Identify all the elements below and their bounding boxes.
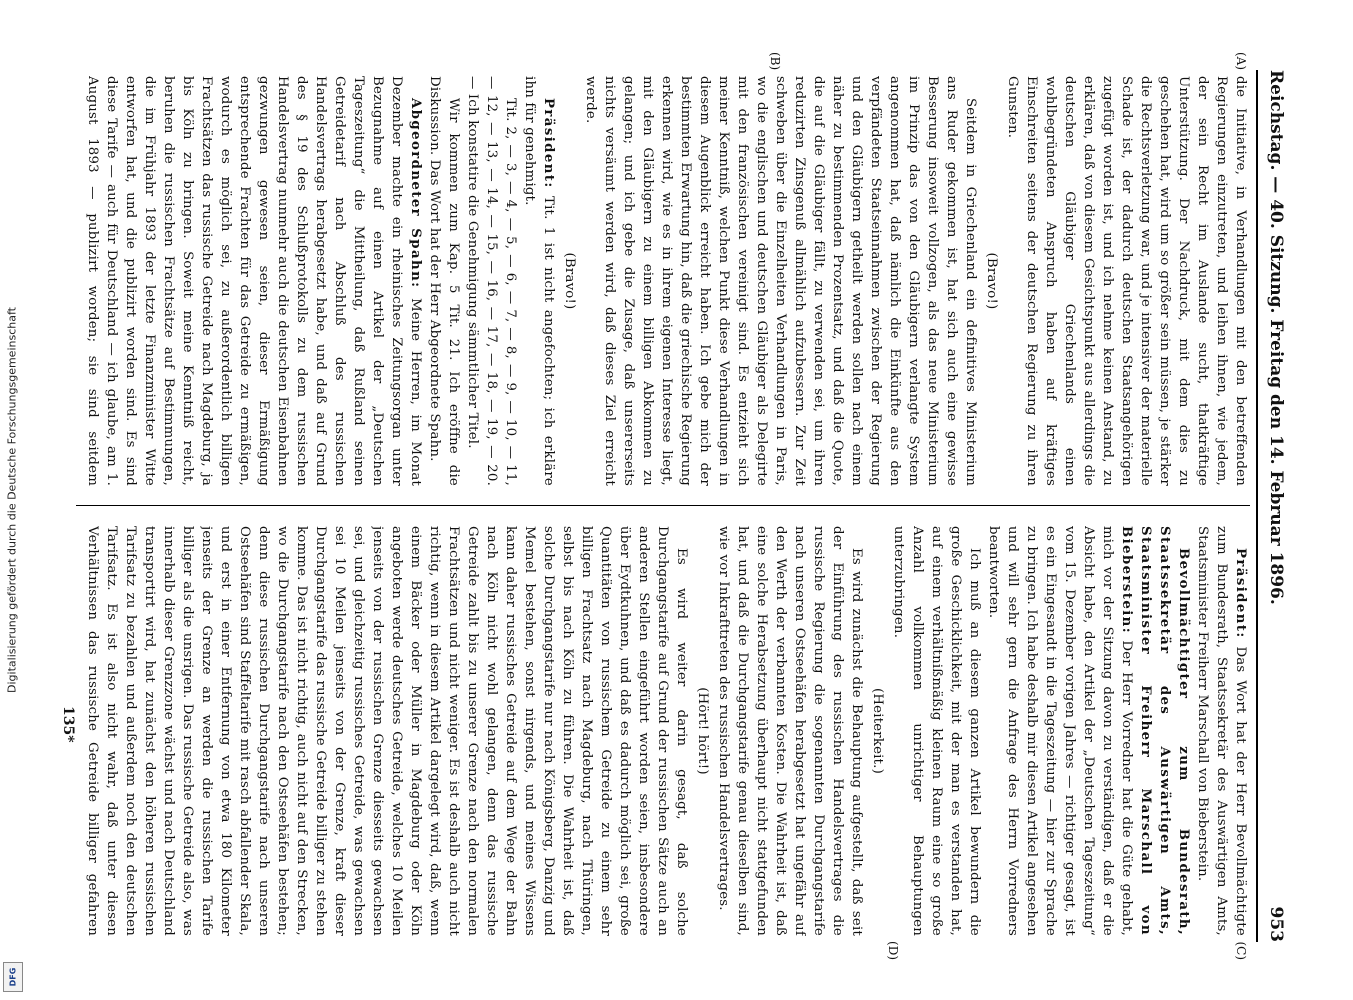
speaker-name: Bevollmächtigter zum Bundesrath, Staatssekretär des Auswärtigen Amts, Staatsminister Freiherr Marschall von Bieberstein: xyxy=(1119,526,1191,936)
digitisation-note: Digitalisierung gefördert durch die Deutsche Forschungsgemeinschaft xyxy=(5,307,19,693)
hear-note: (Hört! hört!) xyxy=(695,687,710,775)
speech-text: Meine Herren, im Monat Dezember machte ein rheinisches Zeitungsorgan unter Bezugnahme auf einen Artikel der „Deutschen Tageszeitung“ die Mittheilung, daß Rußland seinen Getreidetarif nach Abschluß des russischen Handelsvertrags herabgesetzt habe, und daß auf Grund des § 19 des Schlußprotokolls zu dem russischen Handelsvertrag nunmehr auch die deutschen Eisenbahnen gezwungen gewesen seien, dieser Ermäßigung entsprechende Frachten für das Getreide zu ermäßigen, wodurch es möglich sei, zu außerordentlich billigen Frachtsätzen das russische Getreide nach Magdeburg, ja bis Köln zu bringen. Soweit meine Kenntniß reicht, beruhen die russischen Frachtsätze auf Bestimmungen, die im Frühjahr 1893 der letzte Finanzminister Witte entworfen hat, und die publizirt worden sind. Es sind diese Tarife — auch für Deutschland — ich glaube, am 1. August 1893 — publizirt worden; sie sind seitdem xyxy=(85,76,423,486)
margin-letter-a: (A) xyxy=(1234,52,1248,71)
applause-note: (Bravo!) xyxy=(984,252,999,310)
paragraph: die Initiative, in Verhandlungen mit den betreffenden Regierungen einzutreten, und leihen ihnen, wie jedem, der sein Recht im Auslande sucht, thatkräftige Unterstützung. Der Nachdruck, mit dem dies zu geschehen hat, wird um so größer sein müssen, je stärker die Rechtsverletzung war, und je intensiver der materielle Schade ist, der dadurch deutschen Staatsangehörigen zugefügt worden ist, und ich nehme keinen Anstand, zu erklären, daß von diesem Gesichtspunkt aus allerdings die deutschen Gläubiger Griechenlands einen wohlbegründeten Anspruch haben auf kräftiges Einschreiten seitens der deutschen Regierung zu ihren Gunsten. xyxy=(1005,76,1248,486)
speech-text: Der Herr Vorredner hat die Güte gehabt, mich vor der Sitzung davon zu verständigen, daß er die Absicht habe, den Artikel der „Deutschen Tageszeitung“ vom 15. Dezember vorigen Jahres — richtiger gesagt, ist es ein Eingesandt in die Tageszeitung — hier zur Sprache zu bringen. Ich habe deshalb mir diesen Artikel angesehen und will sehr gern die Anfrage des Herrn Vorredners beantworten. xyxy=(986,526,1134,936)
dfg-logo-text: DFG xyxy=(8,967,18,987)
column-divider xyxy=(76,505,1250,506)
margin-letter-c: (C) xyxy=(1234,941,1248,960)
newspaper-page xyxy=(58,46,1298,966)
page-header xyxy=(1260,70,1290,942)
speaker-name: Präsident: xyxy=(541,98,556,189)
right-column xyxy=(82,526,1250,936)
paragraph xyxy=(520,76,558,486)
paragraph: Tit. 2, — 3, — 4, — 5, — 6, — 7, — 8, — 9, — 10, — 11, — 12, — 13, — 14, — 15, — 16, — 17, — 18, — 19, — 20. — Ich konstatire die Genehmigung sämmtlicher Titel. xyxy=(465,76,518,486)
speech-text: Das Wort hat der Herr Bevollmächtigte zum Bundesrath, Staatssekretär des Auswärtigen Amts, Staatsminister Freiherr Marschall von Bieberstein. xyxy=(1195,526,1248,936)
side-strip xyxy=(0,0,24,1000)
paragraph: Seitdem in Griechenland ein definitives Ministerium ans Ruder gekommen ist, hat sich auch eine gewisse Besserung insoweit vollzogen, als das neue Ministerium im Prinzip das von den Gläubigern verlangte System angenommen hat, daß nämlich die Einkünfte aus den verpfändeten Staatseinnahmen zwischen der Regierung und den Gläubigern getheilt werden sollen nach einem näher zu bestimmenden Prozentsatz, und daß die Quote, die auf die Gläubiger fällt, zu verwenden sei, um ihren reduzirten Zinsgenuß allmählich aufzubessern. Zur Zeit schweben über die Einzelheiten Verhandlungen in Paris, wo die englischen und deutschen Gläubiger als Delegirte mit den französischen vereinigt sind. Es entzieht sich meiner Kenntniß, welchen Punkt diese Verhandlungen in diesem Augenblick erreicht haben. Ich gebe mich der bestimmten Erwartung hin, daß die griechische Regierung erkennen wird, wie es in ihrem eigenen Interesse liegt, mit den Gläubigern zu einem billigen Abkommen zu gelangen; und ich gebe die Zusage, daß unsererseits nichts versäumt werden wird, daß dieses Ziel erreicht werde. xyxy=(583,76,978,486)
speaker-name: Präsident: xyxy=(1233,548,1248,639)
folio-mark: 135* xyxy=(60,706,76,743)
margin-letter-b: (B) xyxy=(768,52,782,71)
paragraph xyxy=(1193,526,1250,936)
left-column xyxy=(82,76,1250,486)
paragraph xyxy=(984,526,1193,936)
laughter-note: (Heiterkeit.) xyxy=(870,687,885,774)
paragraph xyxy=(82,76,425,486)
paragraph: Wir kommen zum Kap. 5 Tit. 21. Ich eröffne die Diskussion. Das Wort hat der Herr Abgeordnete Spahn. xyxy=(427,76,461,486)
page-header-title: Reichstag. — 40. Sitzung. Freitag den 14. Februar 1896. xyxy=(1266,70,1286,605)
speech-text: Tit. 1 ist nicht angefochten; ich erkläre ihn für genehmigt. xyxy=(522,76,556,486)
applause-note: (Bravo!) xyxy=(562,252,577,310)
paragraph: Es wird zunächst die Behauptung aufgestellt, daß seit der Einführung des russischen Handelsvertrages die russische Regierung die sogenannten Durchgangstarife nach unseren Ostseehäfen herabgesetzt hat ungefähr auf den Werth der verbannten Kosten. Die Wahrheit ist, daß eine solche Herabsetzung überhaupt nicht stattgefunden hat, und daß die Durchgangstarife genau dieselben sind, wie vor Inkrafttreten des russischen Handelsvertrages. xyxy=(716,526,864,936)
page-number: 953 xyxy=(1266,906,1286,942)
dfg-logo xyxy=(3,962,23,992)
page-scan xyxy=(58,46,1298,966)
margin-letter-d: (D) xyxy=(886,941,900,960)
paragraph: Ich muß an diesem ganzen Artikel bewundern die große Geschicklichkeit, mit der man es verstanden hat, auf einem verhältnißmäßig kleinen Raum eine so große Anzahl vollkommen unrichtiger Behauptungen unterzubringen. xyxy=(891,526,982,936)
header-rule xyxy=(1256,70,1258,942)
speaker-name: Abgeordneter Spahn: xyxy=(408,98,423,289)
paragraph: Es wird weiter darin gesagt, daß solche Durchgangstarife auf Grund der russischen Sätze auch an anderen Stellen eingeführt worden seien, insbesondere über Eydtkuhnen, und daß es dadurch möglich sei, große Quantitäten von russischem Getreide zu einem sehr billigen Frachtsatz nach Magdeburg, nach Thüringen, selbst bis nach Köln zu führen. Die Wahrheit ist, daß solche Durchgangstarife nur nach Königsberg, Danzig und Memel bestehen, sonst nirgends, und meines Wissens kann daher russisches Getreide auf dem Wege der Bahn nach Köln nicht wohl gelangen, denn das russische Getreide zahlt bis zu unserer Grenze nach den normalen Frachtsätzen und nicht weniger. Es ist deshalb auch nicht richtig, wenn in diesem Artikel dargelegt wird, daß, wenn einem Bäcker oder Müller in Magdeburg oder Köln angeboten werde deutsches Getreide, welches 10 Meilen jenseits von der russischen Grenze diesseits gewachsen sei, und gleichzeitig russisches Getreide, was gewachsen sei 10 Meilen jenseits von der Grenze, kraft dieser Durchgangstarife das russische Getreide billiger zu stehen komme. Das ist nicht richtig, auch nicht auf den Strecken, wo die Durchgangstarife nach den Ostseehäfen bestehen; denn diese russischen Durchgangstarife nach unseren Ostseehäfen sind Staffeltarife mit rasch abfallender Skala, und erst in einer Entfernung von etwa 180 Kilometer jenseits der Grenze an werden die russischen Tarife billiger als die unsrigen. Das russische Getreide also, was innerhalb dieser Grenzzone wächst und nach Deutschland transportirt wird, hat zunächst den höheren russischen Tarifsatz zu bezahlen und außerdem noch den deutschen Tarifsatz. Es ist also nicht wahr, daß unter diesen Verhältnissen das russische Getreide billiger gefahren xyxy=(85,526,689,936)
